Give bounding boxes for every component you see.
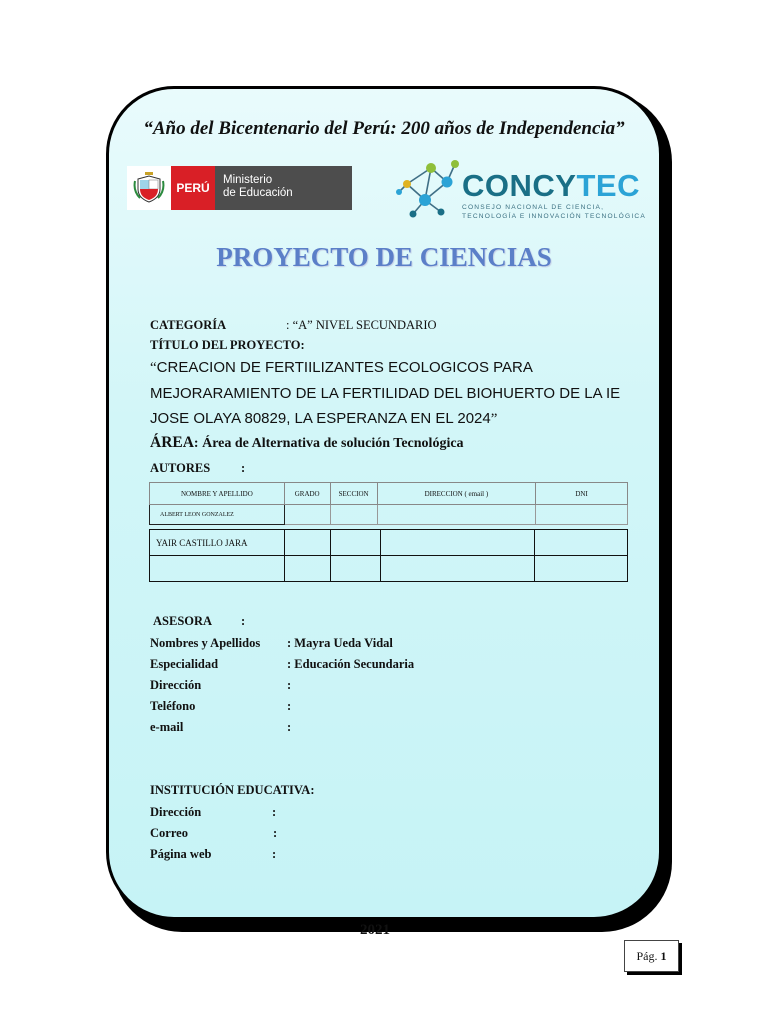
author-2-section xyxy=(330,530,380,556)
concytec-wordmark xyxy=(462,168,640,204)
advisor-specialty-label: Especialidad xyxy=(150,657,219,671)
author-3-dni xyxy=(535,556,628,582)
author-2-dni xyxy=(535,530,628,556)
page-label: Pág. xyxy=(636,948,658,963)
institution-address-value: : xyxy=(272,805,277,819)
document-title: PROYECTO DE CIENCIAS xyxy=(216,242,552,272)
institution-email-label: Correo xyxy=(150,826,188,840)
authors-table-header xyxy=(150,483,628,505)
advisor-colon: : xyxy=(241,614,246,628)
peru-coat-of-arms-icon xyxy=(127,166,171,210)
concytec-word-b: TEC xyxy=(576,168,640,203)
institution-label: INSTITUCIÓN EDUCATIVA: xyxy=(150,783,315,797)
area xyxy=(150,434,464,452)
author-3-email xyxy=(380,556,535,582)
project-title xyxy=(150,355,640,432)
area-label: ÁREA xyxy=(150,434,194,451)
institution-email-value: : xyxy=(273,826,278,840)
authors-colon: : xyxy=(241,461,246,475)
category-value: : “A” NIVEL SECUNDARIO xyxy=(286,318,437,332)
page-number: 1 xyxy=(660,948,667,963)
minedu-line1: Ministerio xyxy=(223,174,273,186)
concytec-sub2: TECNOLOGÍA E INNOVACIÓN TECNOLÓGICA xyxy=(462,212,646,220)
author-3-section xyxy=(330,556,380,582)
institution-web-label: Página web xyxy=(150,847,212,861)
minedu-peru-label: PERÚ xyxy=(171,166,215,210)
author-2-name: YAIR CASTILLO JARA xyxy=(150,530,285,556)
molecule-icon xyxy=(395,154,465,224)
project-title-text: CREACION DE FERTIILIZANTES ECOLOGICOS PARA MEJORARAMIENTO DE LA FERTILIDAD DEL BIOHUERTO DE LA IE JOSE OLAYA 80829, LA ESPERANZA EN EL 2024 xyxy=(150,359,621,427)
minedu-ministry-label xyxy=(215,166,352,210)
author-1-email xyxy=(377,505,536,525)
author-1-grade xyxy=(284,505,330,525)
header-grade: GRADO xyxy=(284,483,330,505)
institution-address-label: Dirección xyxy=(150,805,202,819)
authors-table-2 xyxy=(149,529,628,582)
authors-table xyxy=(149,482,628,525)
concytec-logo xyxy=(395,154,660,224)
category-label: CATEGORÍA xyxy=(150,318,227,332)
minedu-line2: de Educación xyxy=(223,187,293,199)
advisor-phone-label: Teléfono xyxy=(150,699,196,713)
author-2-email xyxy=(380,530,535,556)
header-name: NOMBRE Y APELLIDO xyxy=(150,483,285,505)
author-1-section xyxy=(330,505,377,525)
advisor-name-value: : Mayra Ueda Vidal xyxy=(287,636,393,650)
table-row xyxy=(150,556,628,582)
area-value: : Área de Alternativa de solución Tecnológica xyxy=(193,436,464,451)
author-3-grade xyxy=(284,556,330,582)
advisor-phone-value: : xyxy=(287,699,292,713)
close-quote: ” xyxy=(490,411,498,427)
institution-web-value: : xyxy=(272,847,277,861)
advisor-label: ASESORA xyxy=(153,614,213,628)
author-1-dni xyxy=(536,505,628,525)
advisor-name-label: Nombres y Apellidos xyxy=(150,636,261,650)
concytec-subtitle xyxy=(462,204,646,221)
concytec-sub1: CONSEJO NACIONAL DE CIENCIA, xyxy=(462,204,605,211)
author-3-name xyxy=(150,556,285,582)
year: 2021 xyxy=(360,922,390,938)
open-quote: “ xyxy=(150,360,157,376)
table-row xyxy=(150,530,628,556)
project-title-label: TÍTULO DEL PROYECTO: xyxy=(150,338,305,352)
advisor-specialty-value: : Educación Secundaria xyxy=(287,657,415,671)
header-dni: DNI xyxy=(536,483,628,505)
author-2-grade xyxy=(284,530,330,556)
advisor-address-label: Dirección xyxy=(150,678,202,692)
header-email: DIRECCION ( email ) xyxy=(377,483,536,505)
concytec-word-a: CONCY xyxy=(462,168,577,203)
table-row xyxy=(150,505,628,525)
motto: “Año del Bicentenario del Perú: 200 años de Independencia” xyxy=(143,118,625,139)
advisor-email-value: : xyxy=(287,720,292,734)
advisor-email-label: e-mail xyxy=(150,720,184,734)
authors-label: AUTORES xyxy=(150,461,211,475)
advisor-address-value: : xyxy=(287,678,292,692)
minedu-logo xyxy=(127,166,352,210)
author-1-name: ALBERT LEON GONZALEZ xyxy=(150,505,285,525)
header-section: SECCION xyxy=(330,483,377,505)
page-number-box xyxy=(624,940,679,972)
